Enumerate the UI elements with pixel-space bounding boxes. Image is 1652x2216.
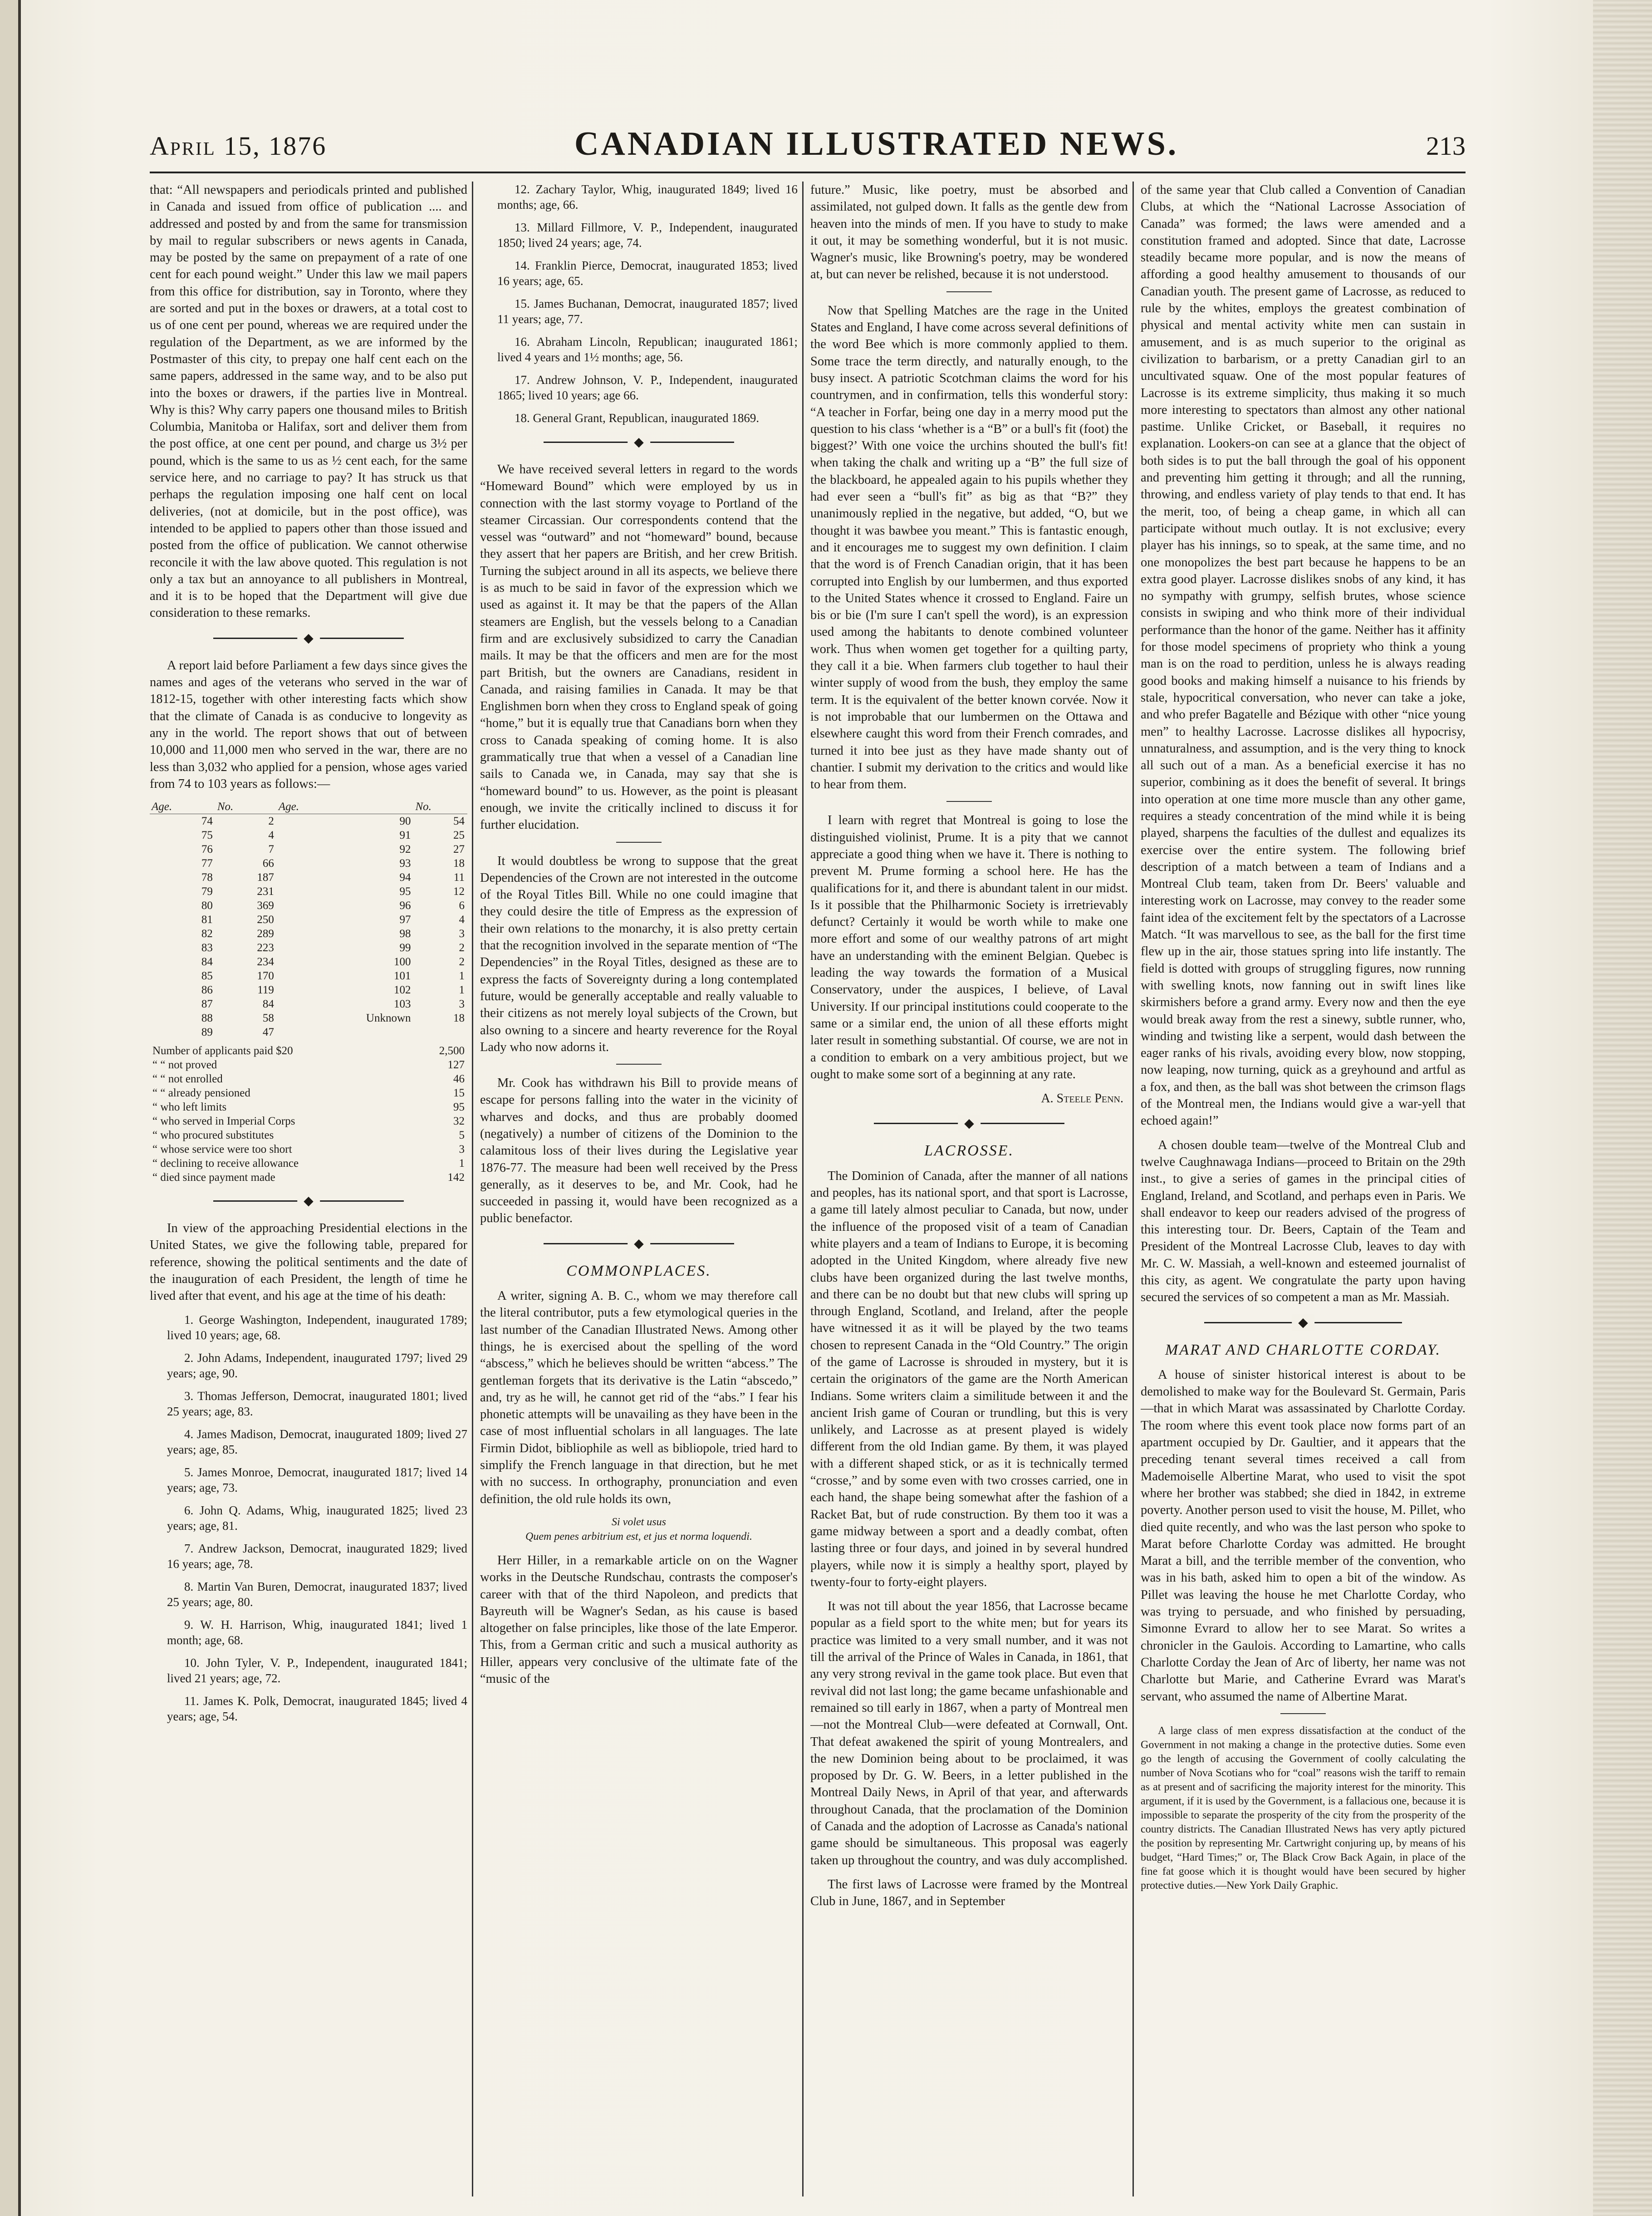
masthead-rule bbox=[150, 172, 1466, 173]
list-item: 13. Millard Fillmore, V. P., Independent, inaugurated 1850; lived 24 years; age, 74. bbox=[497, 221, 798, 250]
section-ornament bbox=[480, 433, 798, 451]
list-item: 3. Thomas Jefferson, Democrat, inaugurated 1801; lived 25 years; age, 83. bbox=[167, 1389, 467, 1418]
tariff-note: A large class of men express dissatisfaction at the conduct of the Government in not making a change in the protective duties. Some even go the length of accusing the Government of coolly calculating the number of Nova Scotians who for “coal” reasons wish the tariff to remain as at present and of sacrificing the majority interest for the minority. This argument, if it is used by the Government, is a fallacious one, because it is impossible to separate the prosperity of the city from the prosperity of the country districts. The Canadian Illustrated News has very aptly pictured the position by representing Mr. Cartwright conjuring up, by means of his budget, “Hard Times;” or, The Black Crow Back Again, in place of the fine fat goose which it is thought would have been secured by higher protective duties.—New York Daily Graphic. bbox=[1141, 1725, 1466, 1892]
commonplaces-paragraph-2: Herr Hiller, in a remarkable article on on the Wagner works in the Deutsche Rundschau, contrasts the composer's career with that of the third Napoleon, and predicts that Bayreuth will be Wagner's Sedan, as his cause is based altogether on false principles, like those of the late Emperor. This, from a German critic and such a musical authority as Hiller, appears very conclusive of the ultimate fate of the “music of the bbox=[480, 1553, 798, 1686]
table-cell: “ “ not enrolled bbox=[152, 1073, 223, 1086]
table-cell: “ “ not proved bbox=[152, 1059, 217, 1071]
age-table-header: No. bbox=[414, 800, 468, 814]
table-cell: 119 bbox=[257, 984, 274, 997]
table-cell: 250 bbox=[257, 914, 274, 926]
table-row bbox=[150, 1086, 467, 1100]
section-ornament bbox=[480, 1234, 798, 1253]
table-cell: 97 bbox=[399, 914, 411, 926]
column-1 bbox=[150, 182, 467, 2196]
table-cell: 76 bbox=[201, 843, 213, 856]
postal-article: that: “All newspapers and periodicals printed and published in Canada and issued from office of publication .... and addressed and posted by and from the same for transmission by mail to regular subscribers or news agents in Canada, may be posted by the same on prepayment of a rate of one cent for each pound weight.” Under this law we mail papers from this office for distribution, say in Toronto, where they are sorted and put in the boxes or drawers, at a total cost to us of one cent per pound, whereas we are required under the regulation of the Department, as we are informed by the Postmaster of this city, to prepay one half cent each on the same papers, addressed in the same way, and to be also put into the boxes or drawers, if the parties live in Montreal. Why is this? Why carry papers one thousand miles to British Columbia, Manitoba or Halifax, sort and deliver them from the post office, at one cent per pound, and charge us 3½ per pound, which is the same to us as ½ cent each, for the same service here, and no carriage to pay? It has struck us that perhaps the regulation imposing one half cent on local deliveries, (not at domicile, but in the post office), was intended to be applied to papers other than those issued and posted from the office of publication. We cannot otherwise reconcile it with the law above quoted. This regulation is not only a tax but an annoyance to all publishers in Montreal, and it is to be hoped that the Department will give due consideration to these remarks. bbox=[150, 183, 467, 620]
table-cell: 18 bbox=[453, 1012, 465, 1025]
list-item: 7. Andrew Jackson, Democrat, inaugurated 1829; lived 16 years; age, 78. bbox=[167, 1541, 467, 1571]
table-cell: 84 bbox=[262, 998, 274, 1011]
table-cell: “ whose service were too short bbox=[152, 1143, 292, 1156]
table-cell: 369 bbox=[257, 899, 274, 912]
table-row bbox=[150, 997, 467, 1011]
table-row bbox=[150, 1170, 467, 1184]
list-item: 6. John Q. Adams, Whig, inaugurated 1825; lived 23 years; age, 81. bbox=[167, 1503, 467, 1533]
short-rule bbox=[616, 1064, 662, 1065]
table-cell: 94 bbox=[399, 871, 411, 884]
table-cell: 25 bbox=[453, 829, 465, 842]
table-row bbox=[150, 870, 467, 884]
newspaper-title: CANADIAN ILLUSTRATED NEWS. bbox=[574, 125, 1179, 162]
table-cell: 1 bbox=[459, 970, 465, 983]
marat-heading: MARAT AND CHARLOTTE CORDAY. bbox=[1165, 1341, 1441, 1358]
table-cell bbox=[414, 1025, 468, 1039]
table-cell: 170 bbox=[257, 970, 274, 983]
table-row bbox=[150, 1142, 467, 1156]
table-cell: 32 bbox=[453, 1115, 465, 1128]
marat-paragraph: A house of sinister historical interest is about to be demolished to make way for the Boulevard St. Germain, Paris—that in which Marat was assassinated by Charlotte Corday. The room where this event took place now forms part of an apartment occupied by Dr. Gaultier, and it appears that the preceding tenant several times received a call from Mademoiselle Albertine Marat, who used to visit the spot where her brother was stabbed; she died in 1842, in extreme poverty. Another person used to visit the house, M. Pillet, who died quite recently, and who was the last person who spoke to Marat before Charlotte Corday was admitted. He brought Marat a bill, and the terrible member of the convention, who was in his bath, asked him to open a bit of the window. As Pillet was leaving the house he met Charlotte Corday, who was trying to persuade, and who finished by persuading, Simonne Evrard to allow her to see Marat. So writes a chronicler in the Gaulois. According to Lamartine, who calls Charlotte Corday the Jean of Arc of liberty, her name was not Charlotte but Marie, and Catherine Evrard was Marat's servant, who assumed the name of Albertine Marat. bbox=[1141, 1367, 1466, 1704]
lacrosse-paragraph-1: The Dominion of Canada, after the manner of all nations and peoples, has its national sport, and that sport is Lacrosse, a game till lately almost peculiar to Canada, but now, under the influence of the proposed visit of a team of Canadian white players and a team of Indians to Europe, it is becoming adopted in the United Kingdom, where already five new clubs have been organized during the last twelve months, and there can be no doubt but that new clubs will spring up through England, Scotland, and Ireland, after the people have witnessed it as it will be played by the two teams chosen to represent Canada in the “Old Country.” The origin of the game of Lacrosse is shrouded in mystery, but it is certain the originators of the game are the North American Indians. Some writers claim a similitude between it and the ancient Irish game of Couran or trundling, but this is very unlikely, and Lacrosse as at present played is widely different from the old Indian game. By them, it was played with a different shaped stick, or as it is technically termed “crosse,” and by some even with two crosses carried, one in each hand, the shape being somewhat after the fashion of a Racket Bat, but of rude construction. By them too it was a game midway between a sport and a deadly combat, often lasting three or four days, and joined in by several hundred players, while now it is simply a healthy sport, played by twenty-four to forty-eight players. bbox=[810, 1169, 1128, 1589]
table-cell: 92 bbox=[399, 843, 411, 856]
table-cell: 81 bbox=[201, 914, 213, 926]
list-item: 8. Martin Van Buren, Democrat, inaugurated 1837; lived 25 years; age, 80. bbox=[167, 1579, 467, 1609]
list-item: 14. Franklin Pierce, Democrat, inaugurated 1853; lived 16 years; age, 65. bbox=[497, 259, 798, 288]
table-cell: 15 bbox=[453, 1087, 465, 1100]
table-cell: Number of applicants paid $20 bbox=[152, 1045, 293, 1057]
table-row bbox=[150, 955, 467, 969]
table-cell: 1 bbox=[459, 1157, 465, 1170]
table-cell: 78 bbox=[201, 871, 213, 884]
list-item: 16. Abraham Lincoln, Republican; inaugurated 1861; lived 4 years and 1½ months; age, 56. bbox=[497, 335, 798, 364]
applicants-table bbox=[150, 1044, 467, 1184]
column-rule-2 bbox=[802, 182, 804, 2196]
lacrosse-paragraph-4: of the same year that Club called a Convention of Canadian Clubs, at which the “National Lacrosse Association of Canada” was formed; the laws were amended and a constitution framed and adopted. Since that date, Lacrosse steadily became more popular, and is now the means of affording a good healthy amusement to thousands of our Canadian youth. The present game of Lacrosse, as reduced to rule by the whites, employs the greatest combination of physical and mental activity white men can sustain in amusement, and is as much superior to the original as civilization to barbarism, or a pretty Canadian girl to an uncultivated squaw. One of the most popular features of Lacrosse is its extreme simplicity, thus making it so much more interesting to spectators than almost any other national pastime. Unlike Cricket, or Baseball, it requires no explanation. Lookers-on can see at a glance that the object of both sides is to put the ball through the goal of his opponent and preventing him getting it through; and all the running, throwing, and endless variety of play tends to that end. It has the merit, too, of being a cheap game, in which all can participate without much outlay. It is not exclusive; every player has his innings, so to speak, at the same time, and no one monopolizes the best part because he happens to be an extra good player. Lacrosse dislikes snobs of any kind, it has no sympathy with grumpy, selfish brutes, whose science consists in swiping and who think more of their individual performance than the honor of the game. Neither has it affinity for those model specimens of propriety who think a young man is on the road to perdition, unless he is always reading good books and making himself a nuisance to his friends by stale, hypocritical conversation, who never can take a joke, and who prefer Bagatelle and Bézique with other “nice young men” to healthy Lacrosse. Lacrosse dislikes all hypocrisy, unnaturalness, and assumption, and is the very thing to knock all such out of a man. As a beneficial exercise it has no superior, combining as it does the benefit of several. It brings into operation at one time more muscle than any other game, requires a steady concentration of the mind while it is being played, sharpens the faculties of the dullest and equalizes its exercise over the entire system. The following brief description of a match between a team of Indians and a Montreal Club team, taken from Dr. Beers' valuable and interesting work on Lacrosse, may convey to the reader some faint idea of the excitement felt by the spectators of a Lacrosse Match. “It was marvellous to see, as the ball for the first time flew up in the air, those statues spring into life instantly. The field is dotted with groups of struggling figures, now running with swelling knots, now fanning out in swift lines like skirmishers before a grand army. Every now and then the eye would break away from the rest a sinewy, subtle runner, who, winding and twisting like a serpent, would dash between the eager ranks of his rivals, avoiding every blow, now stopping, now leaping, now turning, quick as a greyhound and artful as a fox, and then, as the ball was shot between the crimson flags of the Montreal men, the Indians would give a war-yell that echoed again!” bbox=[1141, 183, 1466, 1128]
list-item: 1. George Washington, Independent, inaugurated 1789; lived 10 years; age, 68. bbox=[167, 1312, 467, 1342]
table-cell: Unknown bbox=[366, 1012, 411, 1025]
presidents-list-continued bbox=[480, 182, 798, 426]
table-cell: 142 bbox=[447, 1171, 465, 1184]
author-signature: A. Steele Penn. bbox=[1041, 1091, 1123, 1106]
table-row bbox=[150, 1128, 467, 1142]
table-row bbox=[150, 941, 467, 955]
page-number: 213 bbox=[1426, 131, 1466, 161]
table-cell: 4 bbox=[459, 914, 465, 926]
table-cell: 84 bbox=[201, 956, 213, 968]
table-cell: “ who left limits bbox=[152, 1101, 227, 1114]
table-cell: 54 bbox=[453, 815, 465, 828]
table-cell: 2 bbox=[459, 942, 465, 954]
table-row bbox=[150, 1025, 467, 1039]
list-item: 5. James Monroe, Democrat, inaugurated 1817; lived 14 years; age, 73. bbox=[167, 1465, 467, 1494]
prume-paragraph: I learn with regret that Montreal is going to lose the distinguished violinist, Prume. It is a pity that we cannot appreciate a good thing when we have it. There is nothing to prevent M. Prume forming a school here. He has the qualifications for it, and there is abundant talent in our midst. Is it possible that the Philharmonic Society is irretrievably defunct? Certainly it would be worth while to make one more effort and some of our wealthy patrons of art might have an understanding with the eminent Belgian. Quebec is leading the way towards the formation of a Musical Conservatory, under the auspices, I believe, of Laval University. If our principal institutions could cooperate to the same or a similar end, the union of all these efforts might later result in something substantial. Of course, we are not in a condition to embark on a very ambitious project, but we ought to make some sort of a beginning at any rate. bbox=[810, 813, 1128, 1081]
table-cell: 5 bbox=[459, 1129, 465, 1142]
latin-quote-line-1: Si volet usus bbox=[612, 1516, 666, 1528]
section-ornament bbox=[150, 1192, 467, 1210]
list-item: 11. James K. Polk, Democrat, inaugurated 1845; lived 4 years; age, 54. bbox=[167, 1694, 467, 1723]
column-rule-1 bbox=[472, 182, 473, 2196]
table-cell: 100 bbox=[394, 956, 411, 968]
table-cell: 99 bbox=[399, 942, 411, 954]
table-cell: 12 bbox=[453, 885, 465, 898]
table-cell: 90 bbox=[399, 815, 411, 828]
table-row bbox=[150, 1114, 467, 1128]
latin-quote bbox=[480, 1515, 798, 1544]
table-cell: 46 bbox=[453, 1073, 465, 1086]
table-row bbox=[150, 884, 467, 899]
list-item: 9. W. H. Harrison, Whig, inaugurated 1841; lived 1 month; age, 68. bbox=[167, 1617, 467, 1647]
table-cell: 6 bbox=[459, 899, 465, 912]
table-cell: 96 bbox=[399, 899, 411, 912]
homeward-bound-article: We have received several letters in regard to the words “Homeward Bound” which were employed by us in connection with the last stormy voyage to Portland of the steamer Circassian. Our correspondents contend that the vessel was “outward” and not “homeward” bound, because they assert that her papers are British, and her crew British. Turning the subject around in all its aspects, we believe there is as much to be said in favor of the expression which we used as against it. It may be that the papers of the Allan steamers are English, but the vessels belong to a Canadian firm and are exclusively subsidized to carry the Canadian mails. It may be that the officers and men are for the most part British, but the owners are Canadians, resident in Canada, and raising families in Canada. It may be that Englishmen born when they cross to England speak of going “home,” but it is equally true that Canadians born when they cross to Canada speaking of coming home. It is also grammatically true that when a vessel of a Canadian line sails to Canada we, in Canada, may say that she is “homeward bound” to us. However, as the point is pleasant enough, we invite the critically inclined to discuss it for further elucidation. bbox=[480, 462, 798, 832]
table-cell: 101 bbox=[394, 970, 411, 983]
table-cell: 289 bbox=[257, 928, 274, 940]
list-item: 12. Zachary Taylor, Whig, inaugurated 1849; lived 16 months; age, 66. bbox=[497, 182, 798, 211]
table-row bbox=[150, 983, 467, 997]
list-item: 2. John Adams, Independent, inaugurated 1797; lived 29 years; age, 90. bbox=[167, 1351, 467, 1380]
table-cell: 3 bbox=[459, 928, 465, 940]
table-cell: 27 bbox=[453, 843, 465, 856]
table-cell: 47 bbox=[262, 1026, 274, 1039]
table-cell: 2,500 bbox=[439, 1045, 465, 1057]
table-cell: 231 bbox=[257, 885, 274, 898]
presidents-list bbox=[150, 1312, 467, 1724]
table-row bbox=[150, 842, 467, 856]
table-row bbox=[150, 1156, 467, 1170]
table-cell: 18 bbox=[453, 857, 465, 870]
table-cell: “ who served in Imperial Corps bbox=[152, 1115, 295, 1128]
table-cell: 1 bbox=[459, 984, 465, 997]
commonplaces-paragraph-1: A writer, signing A. B. C., whom we may therefore call the literal contributor, puts a few etymological queries in the last number of the Canadian Illustrated News. Among other things, he is exercised about the spelling of the word “abscess,” which he believes should be written “abcess.” The gentleman forgets that its derivative is the Latin “abscedo,” and, try as he will, he cannot get rid of the “abs.” I fear his phonetic attempts will be unavailing as they have been in the case of most influential scholars in all languages. The late Firmin Didot, bibliophile as well as bibliopole, tried hard to simplify the French language in that direction, but he met with no success. In orthography, pronunciation and even definition, the old rule holds its own, bbox=[480, 1289, 798, 1506]
royal-titles-article: It would doubtless be wrong to suppose that the great Dependencies of the Crown are not interested in the outcome of the Royal Titles Bill. While no one could imagine that they could desire the title of Empress as the expression of their own relations to the monarchy, it is also pretty certain that the recognition involved in the separate mention of “The Dependencies” in the Royal Titles, designed as these are to express the facts of Sovereignty during a long contemplated future, would be generally acceptable and really valuable to their citizens as not merely loyal subjects of the Crown, but also owning to a sincere and hearty reverence for the Royal Lady who now adorns it. bbox=[480, 854, 798, 1054]
table-row bbox=[150, 1072, 467, 1086]
table-cell: 3 bbox=[459, 998, 465, 1011]
table-cell: 3 bbox=[459, 1143, 465, 1156]
table-cell: 87 bbox=[201, 998, 213, 1011]
table-cell: “ who procured substitutes bbox=[152, 1129, 274, 1142]
table-cell: 74 bbox=[201, 815, 213, 828]
table-row bbox=[150, 1011, 467, 1025]
table-row bbox=[150, 814, 467, 829]
veterans-intro: A report laid before Parliament a few days since gives the names and ages of the veterans who served in the war of 1812-15, together with other interesting facts which show that the climate of Canada is as conducive to longevity as any in the world. The report shows that out of between 10,000 and 11,000 men who served in the war, there are no less than 3,032 who applied for a pension, whose ages varied from 74 to 103 years as follows:— bbox=[150, 658, 467, 791]
section-ornament bbox=[150, 629, 467, 647]
list-item: 4. James Madison, Democrat, inaugurated 1809; lived 27 years; age, 85. bbox=[167, 1427, 467, 1456]
table-cell bbox=[277, 1025, 414, 1039]
table-cell: 58 bbox=[262, 1012, 274, 1025]
table-cell: 95 bbox=[453, 1101, 465, 1114]
table-cell: 11 bbox=[453, 871, 465, 884]
table-row bbox=[150, 969, 467, 983]
list-item: 15. James Buchanan, Democrat, inaugurated 1857; lived 11 years; age, 77. bbox=[497, 297, 798, 326]
table-cell: 66 bbox=[262, 857, 274, 870]
veterans-age-table bbox=[150, 800, 467, 1039]
column-rule-3 bbox=[1132, 182, 1134, 2196]
music-paragraph: future.” Music, like poetry, must be absorbed and assimilated, not gulped down. It falls as the gentle dew from heaven into the minds of men. If you have to study to make it out, it may be something wonderful, but it is not music. Wagner's music, like Browning's poetry, may be wondered at, but can never be relished, because it is not understood. bbox=[810, 183, 1128, 282]
section-ornament bbox=[1141, 1313, 1466, 1332]
table-cell: 127 bbox=[447, 1059, 465, 1071]
commonplaces-heading: COMMONPLACES. bbox=[566, 1262, 711, 1279]
age-table-header: Age. bbox=[277, 800, 414, 814]
list-item: 18. General Grant, Republican, inaugurated 1869. bbox=[515, 411, 760, 425]
column-3 bbox=[810, 182, 1128, 2196]
list-item: 10. John Tyler, V. P., Independent, inaugurated 1841; lived 21 years; age, 72. bbox=[167, 1656, 467, 1685]
table-cell: 79 bbox=[201, 885, 213, 898]
table-row bbox=[150, 856, 467, 870]
table-row bbox=[150, 913, 467, 927]
masthead bbox=[150, 125, 1466, 175]
table-cell: 91 bbox=[399, 829, 411, 842]
lacrosse-heading: LACROSSE. bbox=[924, 1142, 1014, 1160]
lacrosse-paragraph-2: It was not till about the year 1856, that Lacrosse became popular as a field sport to the white men; but for years its practice was limited to a very small number, and it was not till the arrival of the Prince of Wales in Canada, in 1861, that any very strong revival in the game took place. But even that revival did not last long; the game became unfashionable and remained so till early in 1867, when a party of Montreal men—not the Montreal Club—were defeated at Cornwall, Ont. That defeat awakened the spirit of young Montrealers, and the new Dominion being about to be proclaimed, it was proposed by Dr. G. W. Beers, in a letter published in the Montreal Daily News, in April of that year, and afterwards throughout Canada, that the proclamation of the Dominion of Canada and the adoption of Lacrosse as Canada's national game should be simultaneous. This proposal was eagerly taken up throughout the country, and was duly accomplished. bbox=[810, 1599, 1128, 1867]
table-row bbox=[150, 1058, 467, 1072]
short-rule bbox=[1280, 1713, 1326, 1714]
table-cell: 4 bbox=[268, 829, 274, 842]
table-cell: 2 bbox=[268, 815, 274, 828]
short-rule bbox=[616, 842, 662, 843]
table-cell: 83 bbox=[201, 942, 213, 954]
issue-date: April 15, 1876 bbox=[150, 131, 327, 161]
column-4 bbox=[1141, 182, 1466, 2196]
cook-bill-article: Mr. Cook has withdrawn his Bill to provide means of escape for persons falling into the water in the vicinity of wharves and docks, and thus are probably doomed (negatively) a number of citizens of the Dominion to the calamitous loss of their lives during the Legislative year 1876-77. The measure had been well received by the Press generally, as it deserves to be, and Mr. Cook, had he succeeded in passing it, would have been recognized as a public benefactor. bbox=[480, 1076, 798, 1226]
presidents-intro: In view of the approaching Presidential elections in the United States, we give the following table, prepared for reference, showing the political sentiments and the date of the inauguration of each President, the length of time he lived after that event, and his age at the time of his death: bbox=[150, 1221, 467, 1303]
lacrosse-paragraph-3: The first laws of Lacrosse were framed by the Montreal Club in June, 1867, and in September bbox=[810, 1877, 1128, 1909]
table-row bbox=[150, 1044, 467, 1058]
table-cell: 85 bbox=[201, 970, 213, 983]
age-table-header: Age. bbox=[150, 800, 216, 814]
table-cell: 82 bbox=[201, 928, 213, 940]
table-row bbox=[150, 927, 467, 941]
table-row bbox=[150, 828, 467, 842]
list-item: 17. Andrew Johnson, V. P., Independent, inaugurated 1865; lived 10 years; age 66. bbox=[497, 373, 798, 402]
section-ornament bbox=[810, 1114, 1128, 1132]
table-cell: 234 bbox=[257, 956, 274, 968]
bee-paragraph: Now that Spelling Matches are the rage in the United States and England, I have come across several definitions of the word Bee which is more commonly applied to them. Some trace the term directly, and naturally enough, to the busy insect. A patriotic Scotchman claims the word for his countrymen, and in confirmation, tells this wonderful story: “A teacher in Forfar, being one day in a merry mood put the question to his class ‘whether is a “B” or a bull's fit (foot) the biggest?’ With one voice the urchins shouted the bull's fit! when taking the chalk and writing up a “B” the full size of the blackboard, he appealed again to his pupils whether they had ever seen a “bull's fit” as big as that “B?” they unanimously replied in the negative, but added, “O, but we thought it was bawbee you meant.” This is fantastic enough, and it encourages me to suggest my own definition. I claim that the word is of French Canadian origin, that it has been corrupted into English by our lumbermen, and thus exported to the United States whence it crossed to England. Faire un bis or bie (I'm sure I can't spell the word), is an expression used among the habitants to denote combined volunteer work. Thus when women get together for a quilting party, they call it a bie. When farmers club together to haul their winter supply of wood from the bush, they employ the same term. It is the equivalent of the better known corvée. Now it is not improbable that our lumbermen on the Ottawa and elsewhere caught this word from their French comrades, and turned it into bee just as they have made shanty out of chantier. I submit my derivation to the critics and would like to hear from them. bbox=[810, 303, 1128, 792]
table-cell: 102 bbox=[394, 984, 411, 997]
table-cell: 80 bbox=[201, 899, 213, 912]
short-rule bbox=[946, 291, 992, 292]
column-2 bbox=[480, 182, 798, 2196]
table-cell: 2 bbox=[459, 956, 465, 968]
table-cell: 93 bbox=[399, 857, 411, 870]
table-cell: 103 bbox=[394, 998, 411, 1011]
table-cell: 89 bbox=[201, 1026, 213, 1039]
table-cell: 95 bbox=[399, 885, 411, 898]
table-row bbox=[150, 1100, 467, 1114]
table-cell: 223 bbox=[257, 942, 274, 954]
age-table-header: No. bbox=[216, 800, 277, 814]
table-cell: “ “ already pensioned bbox=[152, 1087, 250, 1100]
table-cell: 77 bbox=[201, 857, 213, 870]
table-cell: 98 bbox=[399, 928, 411, 940]
page-stack-edge bbox=[1593, 0, 1652, 2216]
table-cell: 187 bbox=[257, 871, 274, 884]
table-cell: 88 bbox=[201, 1012, 213, 1025]
table-cell: 75 bbox=[201, 829, 213, 842]
table-cell: “ declining to receive allowance bbox=[152, 1157, 299, 1170]
table-cell: “ died since payment made bbox=[152, 1171, 275, 1184]
short-rule bbox=[946, 801, 992, 802]
table-cell: 7 bbox=[268, 843, 274, 856]
lacrosse-paragraph-5: A chosen double team—twelve of the Montreal Club and twelve Caughnawaga Indians—proceed to Britain on the 29th inst., to give a series of games in the principal cities of England, Ireland, and Scotland, and perhaps even in Paris. We shall endeavor to keep our readers advised of the progress of this interesting tour. Dr. Beers, Captain of the Team and President of the Montreal Lacrosse Club, leaves to day with Mr. C. W. Massiah, a well-known and esteemed journalist of this city, as agent. We congratulate the party upon having secured the services of so competent a man as Mr. Massiah. bbox=[1141, 1138, 1466, 1305]
table-row bbox=[150, 899, 467, 913]
latin-quote-line-2: Quem penes arbitrium est, et jus et norma loquendi. bbox=[525, 1530, 752, 1543]
page-binding-edge bbox=[0, 0, 21, 2216]
table-cell: 86 bbox=[201, 984, 213, 997]
